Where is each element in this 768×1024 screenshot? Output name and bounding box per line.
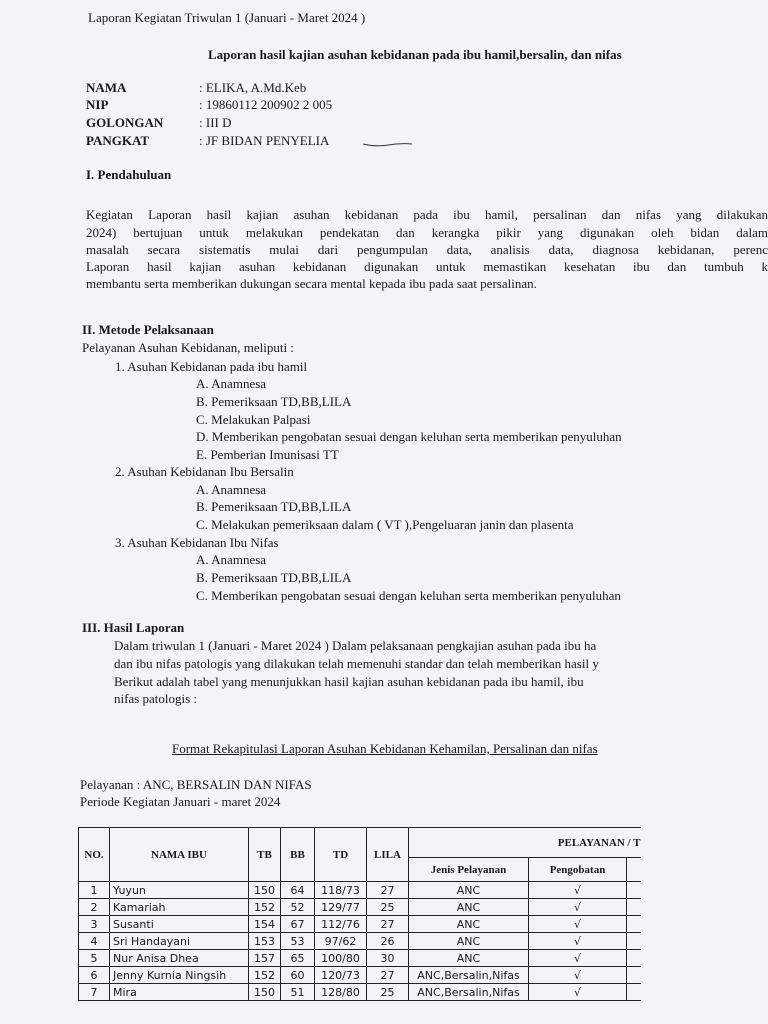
cell-lila: 25 [367,899,409,916]
recap-table [78,827,641,1001]
cell-td: 129/77 [315,899,367,916]
identity-label-golongan: GOLONGAN [86,115,164,130]
identity-value-pangkat: : JF BIDAN PENYELIA [199,133,330,148]
section-3-line-4: nifas patologis : [114,691,198,706]
cell-pengobatan: √ [529,933,627,950]
method-item: A. Anamnesa [196,482,267,497]
table-row [79,984,641,1001]
cell-jenis: ANC [409,899,529,916]
cell-bb: 67 [281,916,315,933]
table-row [79,882,641,899]
header-bb: BB [281,828,315,882]
period-line: Periode Kegiatan Januari - maret 2024 [80,794,281,809]
cell-pengobatan: √ [529,950,627,967]
section-1-heading: I. Pendahuluan [86,167,172,182]
section-1-line-1: Kegiatan Laporan hasil kajian asuhan kebidanan pada ibu hamil, persalinan dan nifas yang dilakukan [86,207,768,222]
cell-td: 128/80 [315,984,367,1001]
method-item: E. Pemberian Imunisasi TT [196,447,339,462]
method-item: B. Pemeriksaan TD,BB,LILA [196,499,352,514]
section-3-heading: III. Hasil Laporan [82,620,185,635]
method-item: D. Memberikan pengobatan sesuai dengan keluhan serta memberikan penyuluhan [196,429,622,444]
method-item: B. Pemeriksaan TD,BB,LILA [196,570,352,585]
cell-bb: 64 [281,882,315,899]
cell-no: 3 [79,916,110,933]
section-1-line-2: 2024) bertujuan untuk melakukan pendekatan dan kerangka pikir yang digunakan oleh bidan dalam [86,225,768,240]
method-group-3-title: 3. Asuhan Kebidanan Ibu Nifas [115,535,279,550]
cell-cut [627,899,641,916]
document-header: Laporan Kegiatan Triwulan 1 (Januari - Maret 2024 ) [88,10,366,25]
cell-cut [627,967,641,984]
cell-tb: 152 [249,967,281,984]
cell-pengobatan: √ [529,916,627,933]
table-row [79,916,641,933]
header-pelayanan: PELAYANAN / T [409,828,641,858]
cell-tb: 154 [249,916,281,933]
cell-no: 1 [79,882,110,899]
table-row [79,899,641,916]
cell-tb: 150 [249,984,281,1001]
method-item: A. Anamnesa [196,552,267,567]
identity-label-pangkat: PANGKAT [86,133,150,148]
cell-nama: Kamariah [110,899,249,916]
document-title: Laporan hasil kajian asuhan kebidanan pada ibu hamil,bersalin, dan nifas [208,47,622,62]
section-2-intro: Pelayanan Asuhan Kebidanan, meliputi : [82,340,294,355]
header-nama-ibu: NAMA IBU [110,828,249,882]
cell-td: 112/76 [315,916,367,933]
cell-pengobatan: √ [529,882,627,899]
cell-bb: 52 [281,899,315,916]
cell-cut [627,882,641,899]
identity-label-nama: NAMA [86,80,127,95]
cell-no: 7 [79,984,110,1001]
identity-value-nip: : 19860112 200902 2 005 [199,97,333,112]
cell-tb: 152 [249,899,281,916]
cell-no: 4 [79,933,110,950]
cell-bb: 65 [281,950,315,967]
cell-td: 100/80 [315,950,367,967]
header-jenis-pelayanan: Jenis Pelayanan [409,858,529,882]
method-item: C. Memberikan pengobatan sesuai dengan keluhan serta memberikan penyuluhan [196,588,621,603]
table-row [79,950,641,967]
cell-cut [627,916,641,933]
header-no: NO. [79,828,110,882]
cell-pengobatan: √ [529,967,627,984]
cell-no: 6 [79,967,110,984]
cell-tb: 157 [249,950,281,967]
identity-value-nama: : ELIKA, A.Md.Keb [199,80,307,95]
cell-jenis: ANC [409,882,529,899]
cell-tb: 153 [249,933,281,950]
method-group-2-title: 2. Asuhan Kebidanan Ibu Bersalin [115,464,294,479]
cell-bb: 51 [281,984,315,1001]
table-row [79,967,641,984]
section-3-line-1: Dalam triwulan 1 (Januari - Maret 2024 ) Dalam pelaksanaan pengkajian asuhan pada ibu ha [114,638,597,653]
cell-cut [627,950,641,967]
method-item: C. Melakukan Palpasi [196,412,311,427]
service-line: Pelayanan : ANC, BERSALIN DAN NIFAS [80,777,312,792]
cell-nama: Nur Anisa Dhea [110,950,249,967]
cell-jenis: ANC [409,916,529,933]
table-row [79,933,641,950]
cell-tb: 150 [249,882,281,899]
table-caption: Format Rekapitulasi Laporan Asuhan Kebidanan Kehamilan, Persalinan dan nifas [172,741,598,756]
cell-jenis: ANC [409,950,529,967]
pen-mark [362,138,414,148]
header-pengobatan: Pengobatan [529,858,627,882]
cell-no: 2 [79,899,110,916]
cell-lila: 27 [367,916,409,933]
identity-label-nip: NIP [86,97,109,112]
section-1-line-3: masalah secara sistematis mulai dari pengumpulan data, analisis data, diagnosa kebidanan, perenc [86,242,768,257]
section-3-line-2: dan ibu nifas patologis yang dilakukan telah memenuhi standar dan telah memberikan hasil y [114,656,599,671]
section-3-line-3: Berikut adalah tabel yang menunjukkan hasil kajian asuhan kebidanan pada ibu hamil, ibu [114,674,584,689]
cell-td: 120/73 [315,967,367,984]
cell-no: 5 [79,950,110,967]
cell-lila: 27 [367,882,409,899]
cell-nama: Yuyun [110,882,249,899]
section-1-line-4: Laporan hasil kajian asuhan kebidanan digunakan untuk memastikan kesehatan ibu dan tumbuh k [86,259,768,274]
cell-lila: 26 [367,933,409,950]
cell-lila: 27 [367,967,409,984]
cell-nama: Susanti [110,916,249,933]
header-tb: TB [249,828,281,882]
cell-cut [627,933,641,950]
cell-nama: Sri Handayani [110,933,249,950]
cell-cut [627,984,641,1001]
cell-lila: 25 [367,984,409,1001]
cell-td: 118/73 [315,882,367,899]
cell-td: 97/62 [315,933,367,950]
header-lila: LILA [367,828,409,882]
method-item: C. Melakukan pemeriksaan dalam ( VT ),Pengeluaran janin dan plasenta [196,517,574,532]
cell-nama: Mira [110,984,249,1001]
cell-jenis: ANC,Bersalin,Nifas [409,984,529,1001]
identity-value-golongan: : III D [199,115,232,130]
cell-bb: 53 [281,933,315,950]
header-cut-cell [627,858,641,882]
cell-bb: 60 [281,967,315,984]
cell-pengobatan: √ [529,899,627,916]
cell-lila: 30 [367,950,409,967]
section-1-line-5: membantu serta memberikan dukungan secara mental kepada ibu pada saat persalinan. [86,276,537,291]
cell-jenis: ANC [409,933,529,950]
header-td: TD [315,828,367,882]
method-group-1-title: 1. Asuhan Kebidanan pada ibu hamil [115,359,308,374]
method-item: B. Pemeriksaan TD,BB,LILA [196,394,352,409]
cell-pengobatan: √ [529,984,627,1001]
cell-jenis: ANC,Bersalin,Nifas [409,967,529,984]
cell-nama: Jenny Kurnia Ningsih [110,967,249,984]
method-item: A. Anamnesa [196,376,267,391]
section-2-heading: II. Metode Pelaksanaan [82,322,214,337]
